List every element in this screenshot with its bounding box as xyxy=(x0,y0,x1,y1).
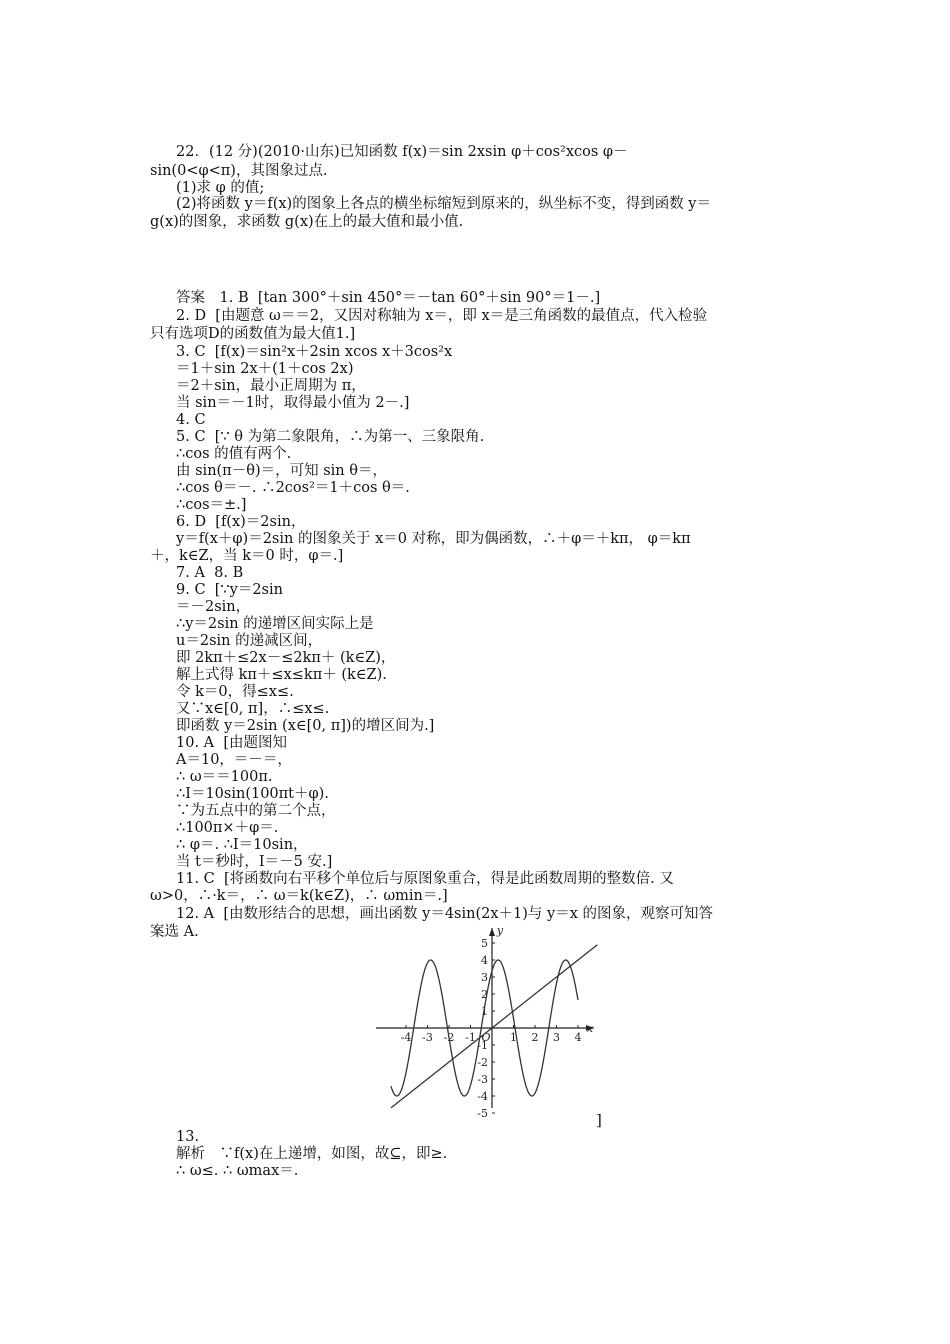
answer-line: 11. C [将函数向右平移个单位后与原图象重合，得是此函数周期的整数倍. 又 xyxy=(176,871,674,887)
answer-line: ∴I＝10sin(100πt＋φ). xyxy=(176,786,329,802)
answer-line: 5. C [∵ θ 为第二象限角，∴为第一、三象限角. xyxy=(176,429,485,445)
answer-line: ∴ ω＝＝100π. xyxy=(176,769,273,785)
answer-line: 12. A [由数形结合的思想，画出函数 y＝4sin(2x＋1)与 y＝x 的图象，观察可知答 xyxy=(176,906,713,922)
answer-line: 即 2kπ＋≤2x－≤2kπ＋ (k∈Z)， xyxy=(176,650,396,666)
x-axis-label: x xyxy=(586,1022,594,1035)
answer-line: 令 k＝0，得≤x≤. xyxy=(176,684,294,700)
y-tick-label: -3 xyxy=(477,1073,488,1086)
answer-line: 4. C xyxy=(176,412,206,428)
answer-line: ∴cos θ＝－. ∴2cos²＝1＋cos θ＝. xyxy=(176,480,410,496)
answer-line: 2. D [由题意 ω＝＝2，又因对称轴为 x＝，即 x＝是三角函数的最值点，代入检验 xyxy=(176,308,708,324)
y-tick-label: -4 xyxy=(477,1090,488,1103)
answer-line: 解上式得 kπ＋≤x≤kπ＋ (k∈Z). xyxy=(176,667,387,683)
y-axis-arrow xyxy=(489,928,495,936)
answer-line: 当 t＝秒时，I＝－5 安.] xyxy=(176,854,333,870)
x-tick-label: -2 xyxy=(443,1031,455,1044)
y-tick-label: -5 xyxy=(477,1107,488,1120)
answer-line: 6. D [f(x)＝2sin， xyxy=(176,514,306,530)
answer-line: 10. A [由题图知 xyxy=(176,735,288,751)
answer-line: A＝10，＝－＝， xyxy=(176,752,292,768)
x-tick-label: 1 xyxy=(510,1031,517,1044)
x-tick-label: 4 xyxy=(574,1031,582,1044)
question-line: (2)将函数 y＝f(x)的图象上各点的横坐标缩短到原来的，纵坐标不变，得到函数 y＝ xyxy=(176,196,711,212)
answer-line: ∴ φ＝. ∴I＝10sin， xyxy=(176,837,308,853)
y-tick-label: 1 xyxy=(481,1005,488,1018)
answer-line: ＋，k∈Z，当 k＝0 时，φ＝.] xyxy=(150,548,344,564)
answer-line: 当 sin＝－1时，取得最小值为 2－.] xyxy=(176,395,410,411)
answer-line: 13. xyxy=(176,1129,200,1145)
x-tick-label: -4 xyxy=(400,1031,412,1044)
answer-line: 又∵x∈[0, π]，∴≤x≤. xyxy=(176,701,330,717)
answer-line: 由 sin(π－θ)＝，可知 sin θ＝， xyxy=(176,463,387,479)
answer-line: 案选 A. xyxy=(150,924,199,940)
y-tick-label: 3 xyxy=(481,971,488,984)
x-tick-label: 2 xyxy=(531,1031,539,1044)
question-line: sin(0<φ<π)，其图象过点. xyxy=(150,163,328,179)
answer-line: 答案 1. B [tan 300°＋sin 450°＝－tan 60°＋sin 90°＝1－.] xyxy=(176,290,601,306)
answer-line: ∴ ω≤. ∴ ωmax＝. xyxy=(176,1163,299,1179)
y-tick-label: 2 xyxy=(481,988,488,1001)
question-line: g(x)的图象，求函数 g(x)在上的最大值和最小值. xyxy=(150,214,464,230)
answer-line: ＝2＋sin，最小正周期为 π， xyxy=(176,378,366,394)
answer-line: ＝－2sin， xyxy=(176,599,251,615)
x-tick-label: 3 xyxy=(553,1031,560,1044)
x-tick-label: -1 xyxy=(465,1031,476,1044)
identity-line xyxy=(391,945,597,1108)
answer-line: ∵为五点中的第二个点， xyxy=(176,803,336,819)
tick-marks xyxy=(401,924,594,1120)
answer-line: 只有选项D的函数值为最大值1.] xyxy=(150,326,356,342)
answer-line: 解析 ∵f(x)在上递增，如图，故⊆，即≥. xyxy=(176,1146,448,1162)
y-tick-label: 5 xyxy=(481,937,488,950)
answer-line: ω>0，∴·k＝，∴ ω＝k(k∈Z)，∴ ωmin＝.] xyxy=(150,888,448,904)
answer-line: 9. C [∵y＝2sin xyxy=(176,582,283,598)
y-axis-label: y xyxy=(496,924,504,937)
sine-line-figure xyxy=(372,922,602,1120)
answer-line: 3. C [f(x)＝sin²x＋2sin xcos x＋3cos²x xyxy=(176,344,453,360)
origin-label: O xyxy=(481,1031,491,1044)
y-tick-label: 4 xyxy=(481,954,488,967)
answer-line: ＝1＋sin 2x＋(1＋cos 2x) xyxy=(176,361,354,377)
y-tick-label: -2 xyxy=(477,1056,488,1069)
question-line: 22．(12 分)(2010·山东)已知函数 f(x)＝sin 2xsin φ＋cos²xcos φ－ xyxy=(176,144,628,160)
answer-line: ∴y＝2sin 的递增区间实际上是 xyxy=(176,616,374,632)
y-tick-label: -1 xyxy=(477,1039,488,1052)
answer-line: y＝f(x＋φ)＝2sin 的图象关于 x＝0 对称，即为偶函数，∴＋φ＝＋kπ， φ＝kπ xyxy=(176,531,691,547)
question-line: (1)求 φ 的值; xyxy=(176,180,265,196)
curves xyxy=(391,945,597,1108)
answer-line: u＝2sin 的递减区间， xyxy=(176,633,323,649)
answer-line: ∴cos 的值有两个. xyxy=(176,446,292,462)
x-tick-label: -3 xyxy=(422,1031,433,1044)
answer-line: ∴100π×＋φ＝. xyxy=(176,820,279,836)
answer-line: ∴cos＝±.] xyxy=(176,497,247,513)
closing-bracket: ] xyxy=(596,1111,602,1129)
answer-line: 即函数 y＝2sin (x∈[0, π])的增区间为.] xyxy=(176,718,435,734)
answer-line: 7. A 8. B xyxy=(176,565,244,581)
